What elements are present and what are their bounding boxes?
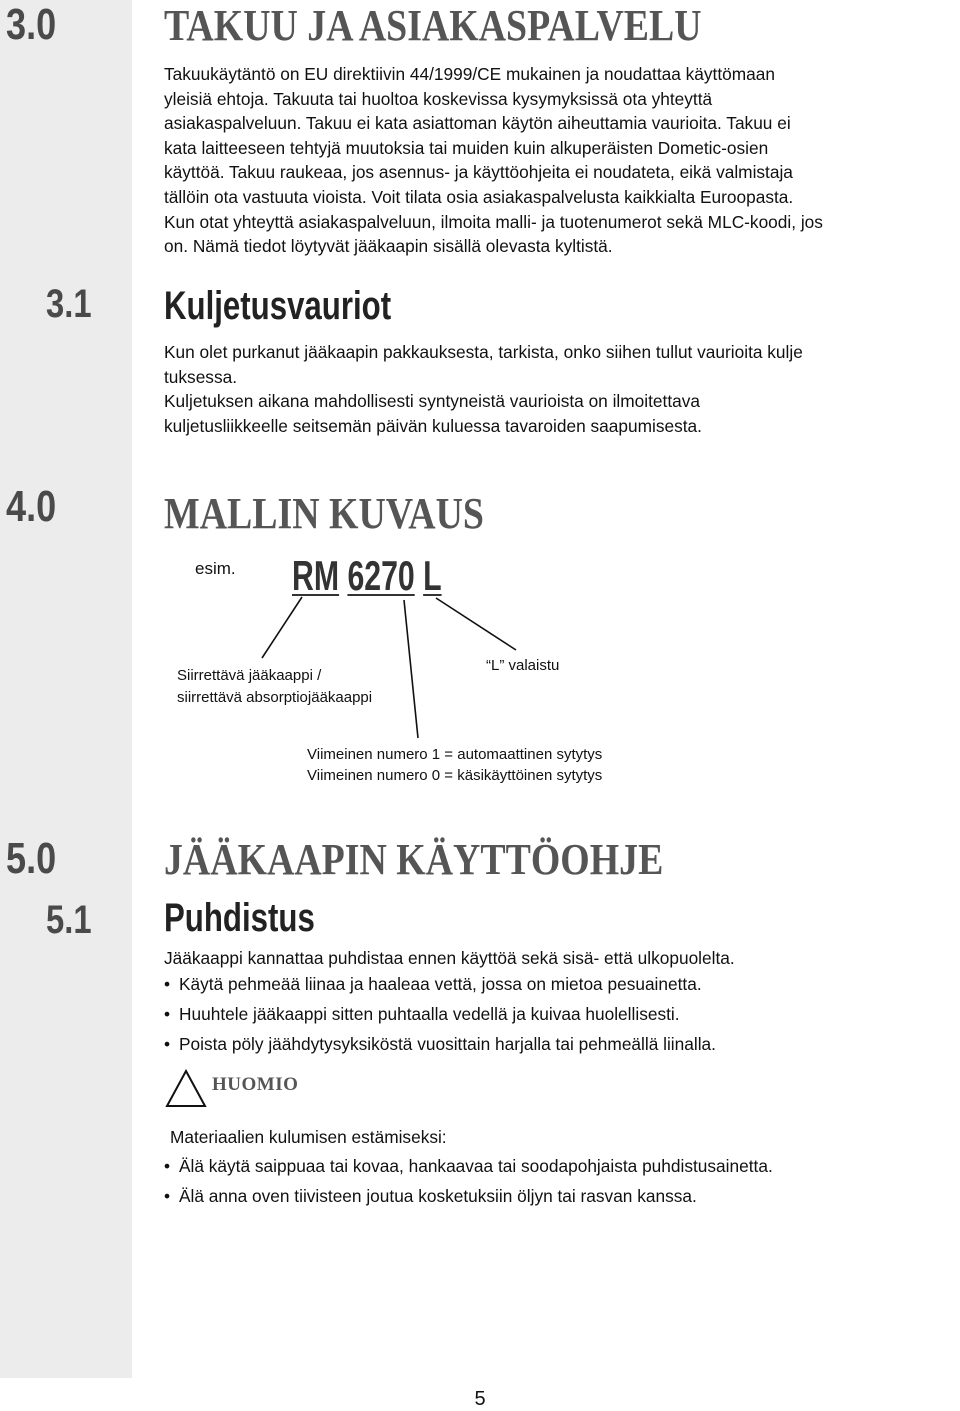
page-number: 5 (474, 1388, 486, 1410)
cleaning-list (164, 972, 954, 1062)
warning-title: HUOMIO (212, 1074, 299, 1095)
text-line: Takuukäytäntö on EU direktiivin 44/1999/CE mukainen ja noudattaa käyttömaan (164, 64, 775, 84)
section-number-5-1: 5.1 (46, 898, 92, 942)
text-line: tuksessa. (164, 366, 237, 387)
text-line: kata laitteeseen tehtyjä muutoksia tai muiden kuin alkuperäisten Dometic-osien (164, 137, 769, 158)
text-line: käyttöä. Takuu raukeaa, jos asennus- ja käyttöohjeita ei noudateta, eikä valmistaja (164, 162, 793, 183)
warning-list (164, 1154, 954, 1214)
section-number-3-0: 3.0 (6, 0, 57, 49)
label-last-digit-1: Viimeinen numero 1 = automaattinen sytytys (307, 746, 603, 763)
list-item: • Älä anna oven tiivisteen joutua kosketuksiin öljyn tai rasvan kanssa. (164, 1184, 954, 1214)
text-line: Kun otat yhteyttä asiakaspalveluun, ilmoita malli- ja tuotenumerot sekä MLC-koodi, jos (164, 211, 823, 232)
example-label: esim. (195, 559, 236, 578)
text-line: Kuljetuksen aikana mahdollisesti syntyneistä vaurioista on ilmoitettava (164, 391, 700, 412)
section-title-kayttoohje: JÄÄKAAPIN KÄYTTÖOHJE (164, 835, 664, 884)
section-title-takuu: TAKUU JA ASIAKASPALVELU (164, 1, 702, 50)
label-portable-fridge-1: Siirrettävä jääkaappi / (177, 667, 322, 684)
model-prefix: RM (292, 552, 340, 599)
list-item: • Älä käytä saippuaa tai kovaa, hankaavaa tai soodapohjaista puhdistusainetta. (164, 1154, 954, 1184)
section-title-mallin-kuvaus: MALLIN KUVAUS (164, 489, 484, 538)
list-item: • Huuhtele jääkaappi sitten puhtaalla vedellä ja kuivaa huolellisesti. (164, 1002, 954, 1032)
text-line: Kun olet purkanut jääkaapin pakkauksesta, tarkista, onko siihen tullut vaurioita kulje (164, 342, 803, 362)
warning-intro: Materiaalien kulumisen estämiseksi: (170, 1127, 447, 1147)
text-line: kuljetusliikkeelle seitsemän päivän kuluessa tavaroiden saapumisesta. (164, 415, 702, 436)
label-last-digit-0: Viimeinen numero 0 = käsikäyttöinen sytytys (307, 767, 603, 784)
model-suffix: L (423, 552, 442, 599)
text-line: asiakaspalveluun. Takuu ei kata asiattoman käytön aiheuttamia vaurioita. Takuu ei (164, 113, 791, 134)
label-portable-fridge-2: siirrettävä absorptiojääkaappi (177, 689, 373, 706)
section-number-5-0: 5.0 (6, 834, 57, 883)
section-number-3-1: 3.1 (46, 282, 92, 326)
list-item: • Käytä pehmeää liinaa ja haaleaa vettä, jossa on mietoa pesuainetta. (164, 972, 954, 1002)
list-item: • Poista pöly jäähdytysyksiköstä vuosittain harjalla tai pehmeällä liinalla. (164, 1032, 954, 1062)
text-line: on. Nämä tiedot löytyvät jääkaapin sisällä olevasta kyltistä. (164, 236, 613, 257)
section-title-kuljetusvauriot: Kuljetusvauriot (164, 284, 392, 328)
text-line: yleisiä ehtoja. Takuuta tai huoltoa koskevissa kysymyksissä ota yhteyttä (164, 88, 713, 109)
model-number: 6270 (347, 552, 415, 599)
label-l-lighting: “L” valaistu (486, 657, 560, 674)
section-title-puhdistus: Puhdistus (164, 896, 315, 940)
text-line: tällöin ota vastuuta vioista. Voit tilata osia asiakaspalvelusta kaikkialta Euroopasta. (164, 186, 794, 207)
section-number-4-0: 4.0 (6, 482, 57, 531)
cleaning-intro: Jääkaappi kannattaa puhdistaa ennen käyttöä sekä sisä- että ulkopuolelta. (164, 948, 735, 968)
